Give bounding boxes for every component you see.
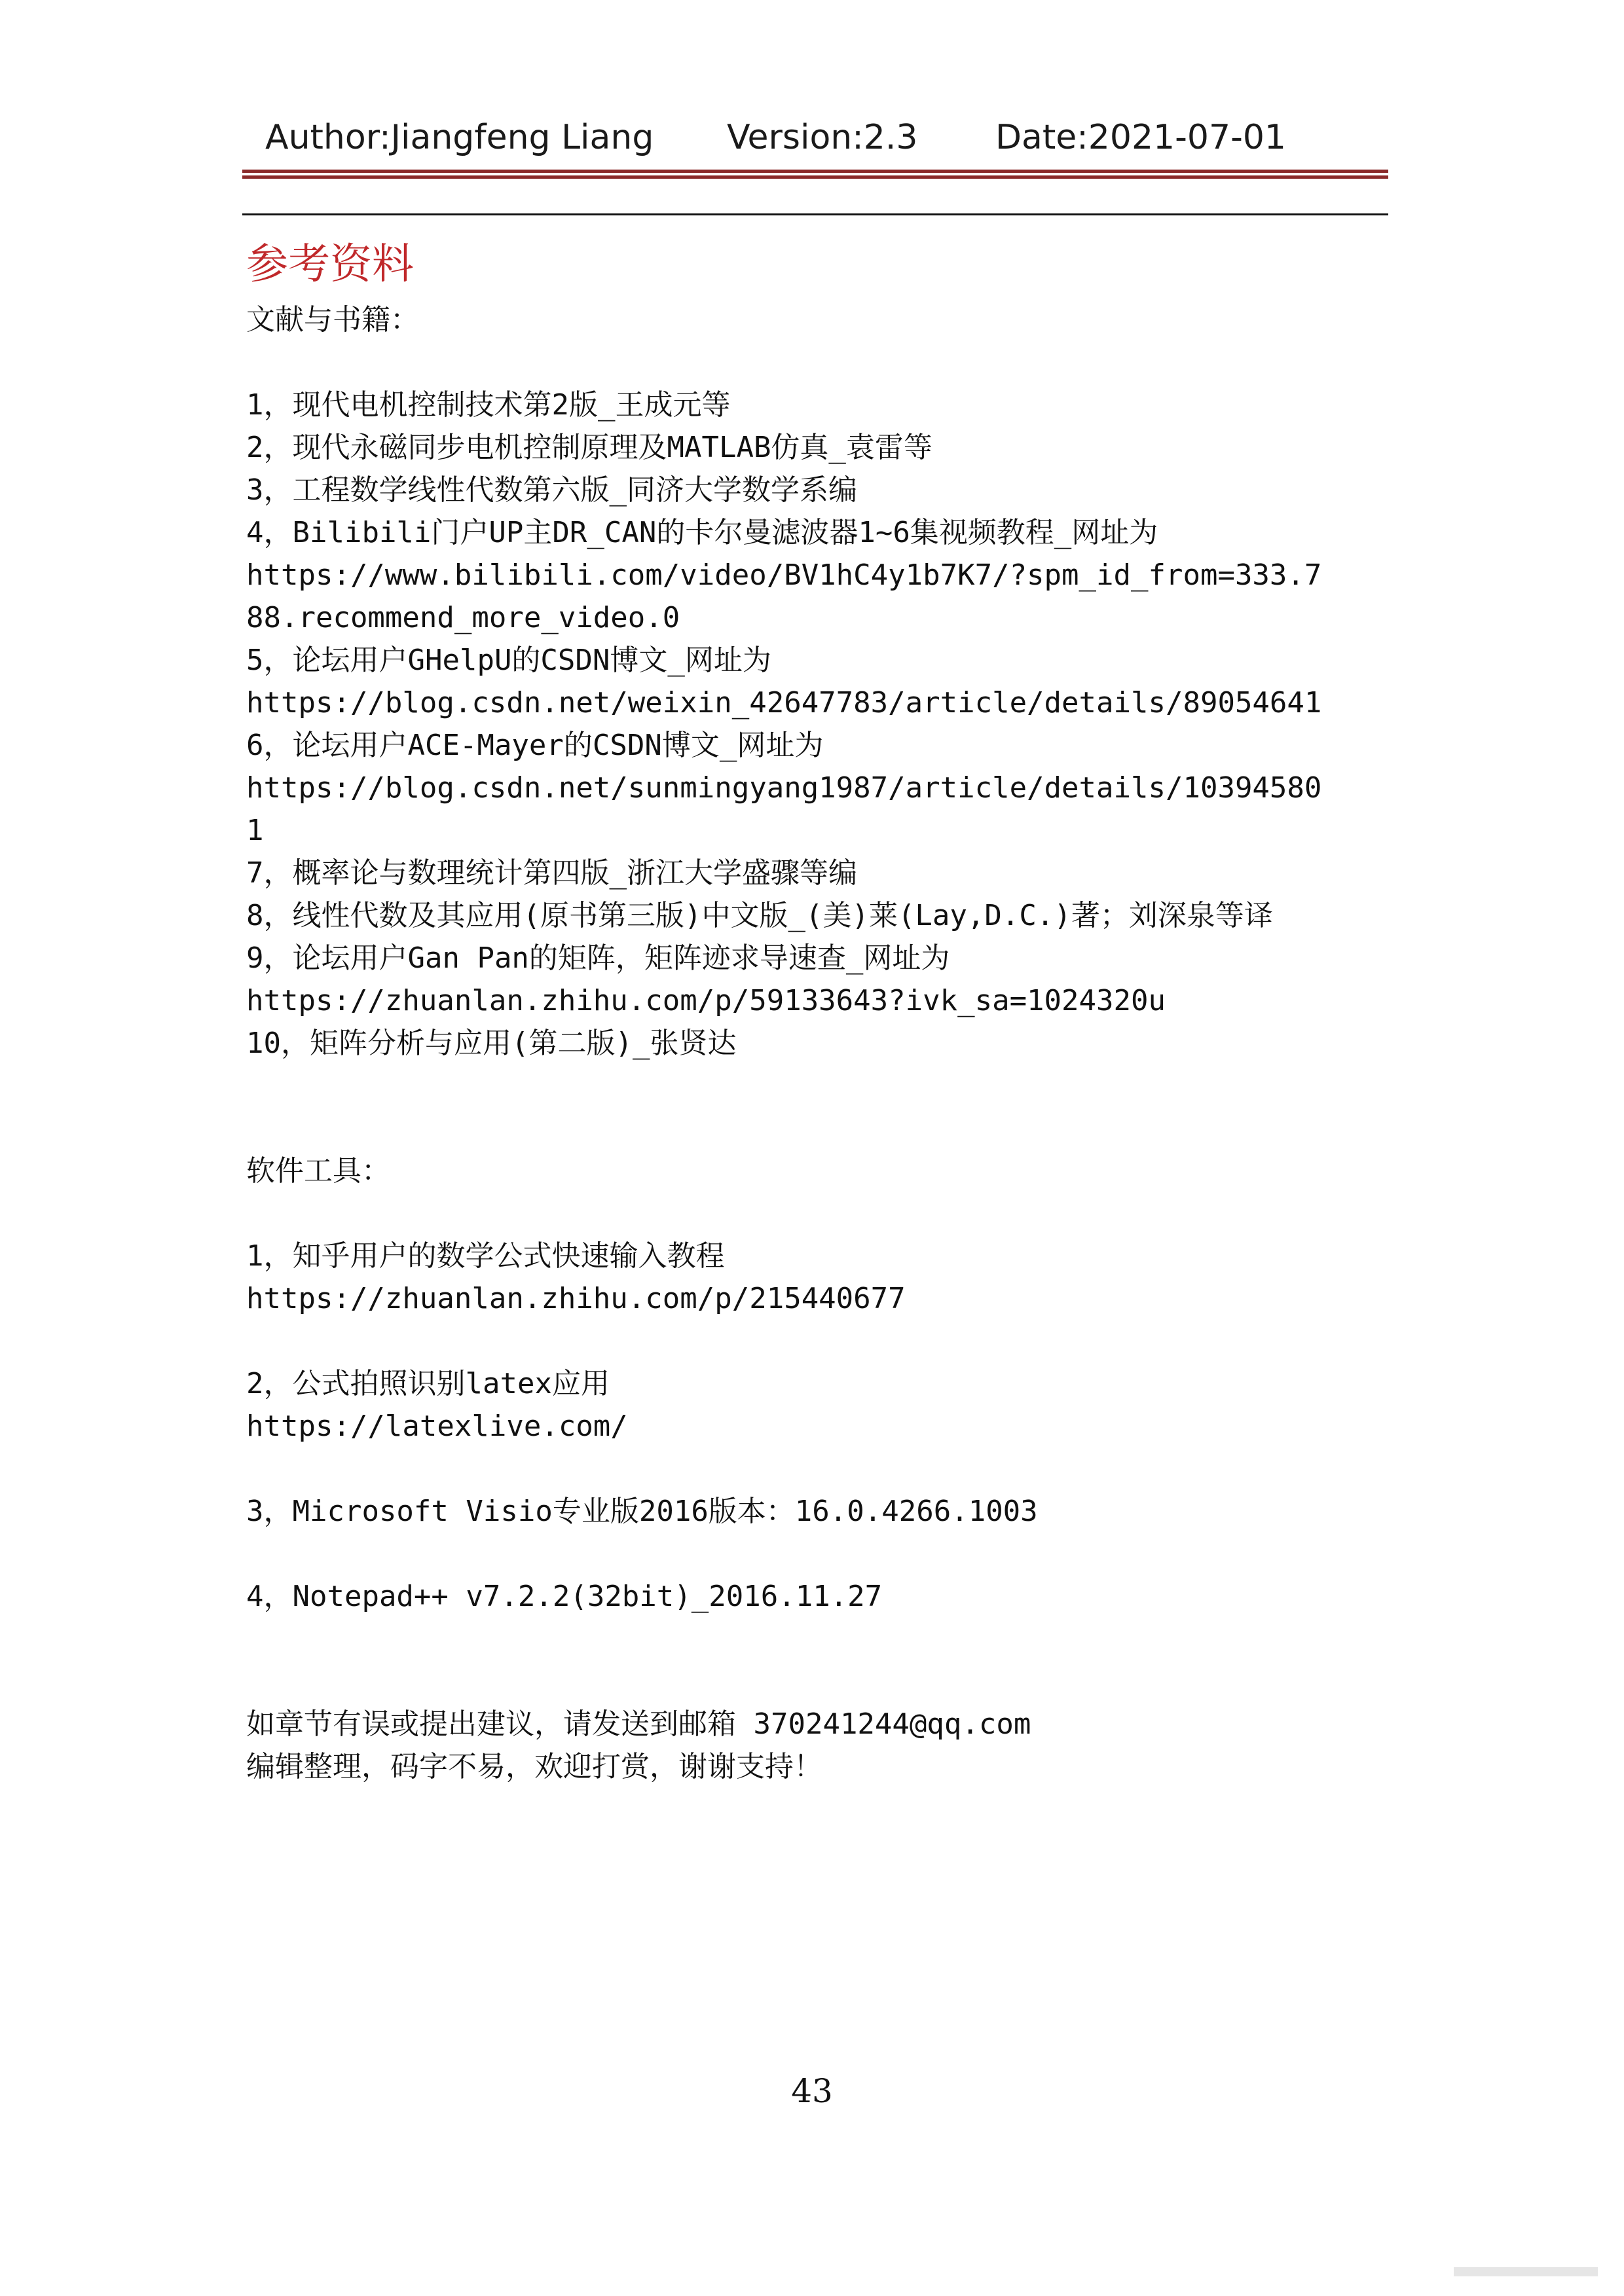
software-item-title: 1，知乎用户的数学公式快速输入教程 xyxy=(246,1239,725,1273)
header-author: Author:Jiangfeng Liang xyxy=(265,118,654,157)
software-item-title: 2，公式拍照识别latex应用 xyxy=(246,1367,610,1400)
header-rule-bottom xyxy=(242,175,1388,179)
watermark xyxy=(1454,2267,1598,2276)
spacer xyxy=(246,1320,1386,1362)
spacer xyxy=(246,1618,1386,1660)
book-item: 7，概率论与数理统计第四版_浙江大学盛骤等编 xyxy=(246,856,857,890)
book-item: 9，论坛用户Gan Pan的矩阵，矩阵迹求导速查_网址为 xyxy=(246,941,950,975)
spacer xyxy=(246,1660,1386,1703)
book-item: 1，现代电机控制技术第2版_王成元等 xyxy=(246,388,731,422)
section-title: 参考资料 xyxy=(246,240,414,289)
page-header xyxy=(265,118,1378,164)
book-item-url[interactable]: 88.recommend_more_video.0 xyxy=(246,601,680,634)
book-item: 8，线性代数及其应用(原书第三版)中文版_(美)莱(Lay,D.C.)著；刘深泉等译 xyxy=(246,899,1273,932)
software-item-title: 3，Microsoft Visio专业版2016版本：16.0.4266.1003 xyxy=(246,1495,1038,1528)
header-rule-top xyxy=(242,170,1388,173)
spacer xyxy=(246,1448,1386,1490)
support-note: 编辑整理，码字不易，欢迎打赏，谢谢支持！ xyxy=(246,1750,822,1783)
section-divider xyxy=(242,213,1388,215)
book-item-url[interactable]: https://zhuanlan.zhihu.com/p/59133643?ivk_sa=1024320u xyxy=(246,984,1166,1017)
page-number: 43 xyxy=(791,2072,833,2110)
book-item-url[interactable]: https://blog.csdn.net/weixin_42647783/article/details/89054641 xyxy=(246,686,1322,720)
software-item-url[interactable]: https://zhuanlan.zhihu.com/p/215440677 xyxy=(246,1282,906,1315)
spacer xyxy=(246,1065,1386,1107)
header-version: Version:2.3 xyxy=(727,118,918,157)
book-item: 3，工程数学线性代数第六版_同济大学数学系编 xyxy=(246,473,857,507)
spacer xyxy=(246,1533,1386,1575)
spacer xyxy=(246,1192,1386,1235)
book-item-url[interactable]: https://www.bilibili.com/video/BV1hC4y1b7K7/?spm_id_from=333.7 xyxy=(246,558,1322,592)
software-item-url[interactable]: https://latexlive.com/ xyxy=(246,1410,628,1443)
books-heading: 文献与书籍： xyxy=(246,303,419,337)
book-item: 6，论坛用户ACE-Mayer的CSDN博文_网址为 xyxy=(246,729,824,762)
software-heading: 软件工具： xyxy=(246,1154,390,1188)
book-item: 5，论坛用户GHelpU的CSDN博文_网址为 xyxy=(246,644,771,677)
spacer xyxy=(246,341,1386,384)
header-date: Date:2021-07-01 xyxy=(995,118,1287,157)
book-item-url[interactable]: https://blog.csdn.net/sunmingyang1987/article/details/10394580 xyxy=(246,771,1322,805)
book-item: 4，Bilibili门户UP主DR_CAN的卡尔曼滤波器1~6集视频教程_网址为 xyxy=(246,516,1158,549)
feedback-note: 如章节有误或提出建议，请发送到邮箱 370241244@qq.com xyxy=(246,1707,1031,1741)
references-body xyxy=(246,299,1386,1788)
spacer xyxy=(246,1107,1386,1150)
software-item-title: 4，Notepad++ v7.2.2(32bit)_2016.11.27 xyxy=(246,1580,883,1613)
book-item: 10，矩阵分析与应用(第二版)_张贤达 xyxy=(246,1027,737,1060)
book-item: 2，现代永磁同步电机控制原理及MATLAB仿真_袁雷等 xyxy=(246,431,932,464)
book-item-url[interactable]: 1 xyxy=(246,814,264,847)
